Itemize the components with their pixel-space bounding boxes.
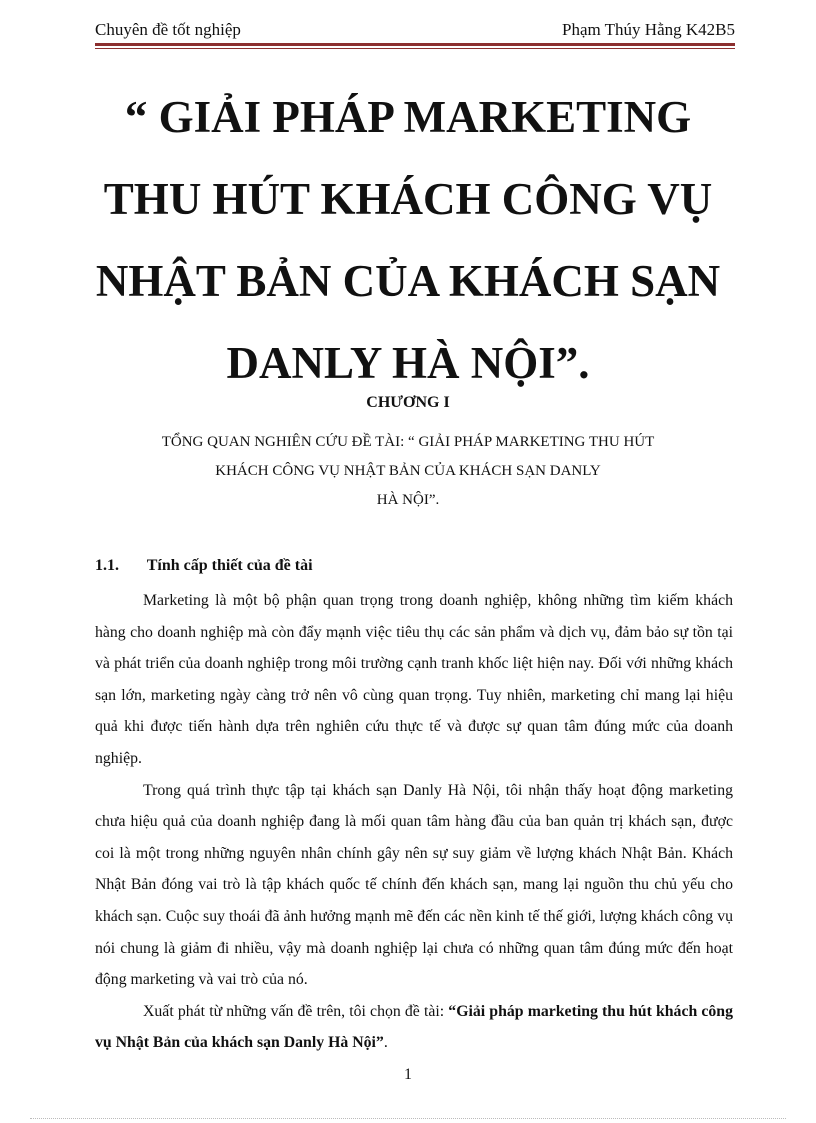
header-rule-thin: [95, 48, 735, 49]
section-number: 1.1.: [95, 557, 119, 574]
chapter-subtitle: [90, 428, 726, 515]
header-left-text: Chuyên đề tốt nghiệp: [95, 20, 241, 39]
subtitle-line: HÀ NỘI”.: [376, 492, 440, 508]
document-title: [60, 76, 756, 404]
header-right-text: Phạm Thúy Hằng K42B5: [562, 20, 735, 39]
page-header: [95, 18, 735, 42]
title-line: “ GIẢI PHÁP MARKETING: [124, 92, 692, 142]
section-heading: [95, 557, 313, 575]
paragraph: Trong quá trình thực tập tại khách sạn Danly Hà Nội, tôi nhận thấy hoạt động marketing chưa hiệu quả của doanh nghiệp đang là mối quan tâm hàng đầu của ban quản trị khách sạn, được coi là một trong những nguyên nhân chính gây nên sự suy giảm về lượng khách Nhật Bản. Khách Nhật Bản đóng vai trò là tập khách quốc tế chính đến khách sạn, mang lại nguồn thu chủ yếu cho khách sạn. Cuộc suy thoái đã ảnh hưởng mạnh mẽ đến các nền kinh tế thế giới, lượng khách công vụ nói chung là giảm đi nhiều, vậy mà doanh nghiệp lại chưa có những quan tâm đúng mức đến hoạt động marketing và vai trò của nó.: [95, 781, 733, 989]
header-rule-thick: [95, 43, 735, 46]
bottom-rule: [30, 1118, 786, 1119]
paragraph-end: .: [383, 1034, 388, 1052]
topic-title: “Giải pháp marketing thu hút khách công vụ Nhật Bản của khách sạn Danly Hà Nội”: [95, 1002, 733, 1052]
page-number: 1: [404, 1066, 412, 1083]
subtitle-line: KHÁCH CÔNG VỤ NHẬT BẢN CỦA KHÁCH SẠN DANLY: [215, 463, 601, 479]
title-line: THU HÚT KHÁCH CÔNG VỤ: [103, 174, 713, 224]
body-text: [95, 585, 733, 1059]
paragraph-intro: Xuất phát từ những vấn đề trên, tôi chọn đề tài:: [143, 1002, 449, 1020]
title-line: NHẬT BẢN CỦA KHÁCH SẠN: [95, 256, 721, 306]
section-title: Tính cấp thiết của đề tài: [146, 557, 313, 574]
subtitle-line: TỔNG QUAN NGHIÊN CỨU ĐỀ TÀI: “ GIẢI PHÁP MARKETING THU HÚT: [161, 434, 655, 450]
title-line: DANLY HÀ NỘI”.: [226, 338, 590, 388]
chapter-label: CHƯƠNG I: [366, 394, 450, 411]
paragraph: Marketing là một bộ phận quan trọng trong doanh nghiệp, không những tìm kiếm khách hàng cho doanh nghiệp mà còn đẩy mạnh việc tiêu thụ các sản phẩm và dịch vụ, đảm bảo sự tồn tại và phát triển của doanh nghiệp trong môi trường cạnh tranh khốc liệt hiện nay. Đối với những khách sạn lớn, marketing ngày càng trở nên vô cùng quan trọng. Tuy nhiên, marketing chỉ mang lại hiệu quả khi được tiến hành dựa trên nghiên cứu thực tế và được sự quan tâm đúng mức của doanh nghiệp.: [95, 592, 733, 767]
paragraph: [95, 996, 733, 1059]
